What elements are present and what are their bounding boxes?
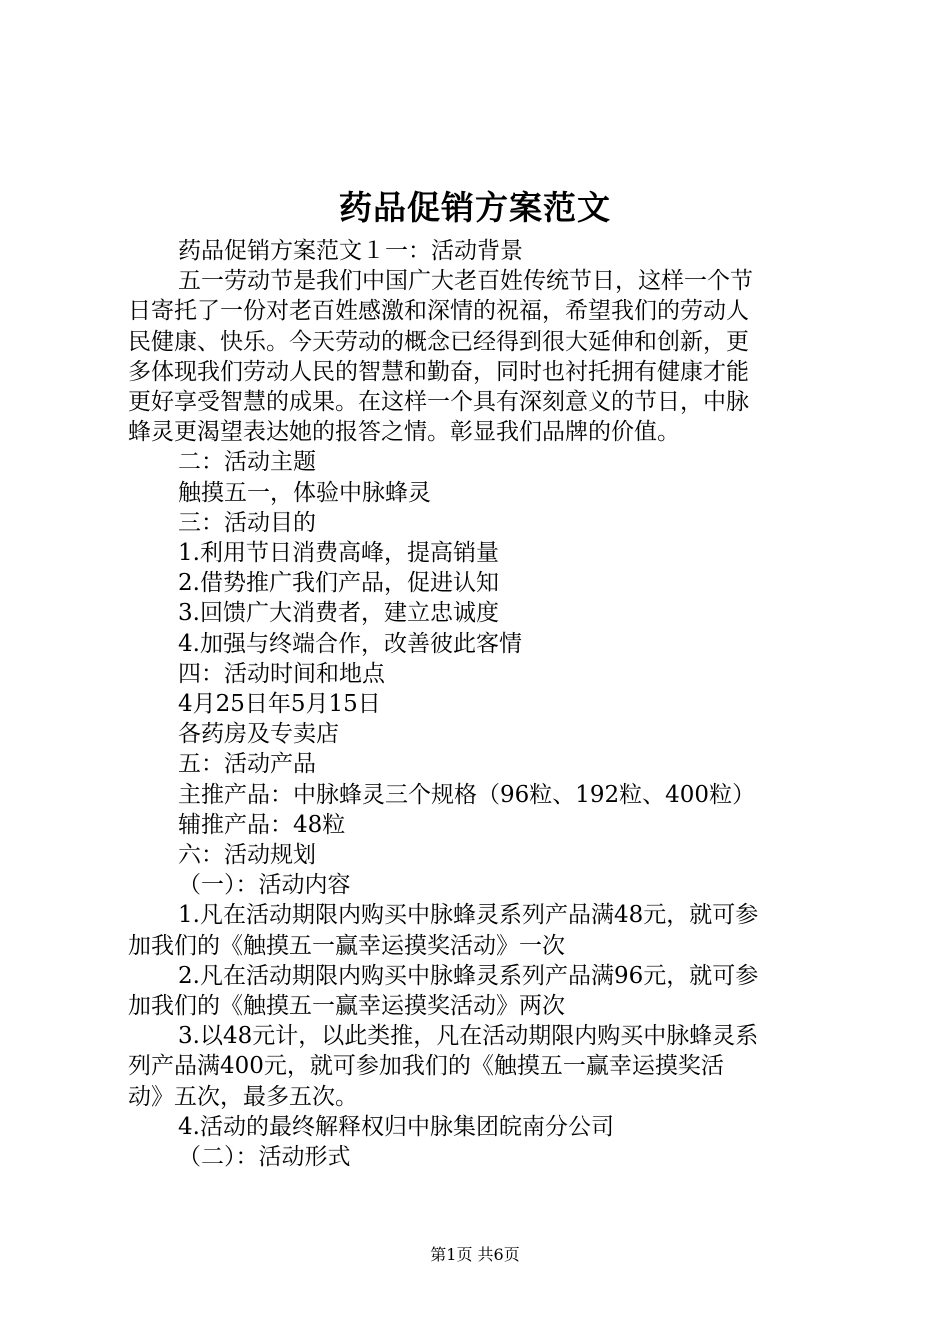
text-line: 1.利用节日消费高峰，提高销量 (178, 540, 499, 567)
text-line: 各药房及专卖店 (178, 721, 339, 748)
page-footer: 第1页 共6页 (430, 1245, 520, 1264)
text-line: 五：活动产品 (178, 751, 316, 778)
text-line: 日寄托了一份对老百姓感激和深情的祝福，希望我们的劳动人 (128, 298, 749, 325)
text-line: 民健康、快乐。今天劳动的概念已经得到很大延伸和创新，更 (128, 328, 749, 355)
text-line: 动》五次，最多五次。 (128, 1083, 358, 1110)
text-line: 加我们的《触摸五一赢幸运摸奖活动》一次 (128, 932, 565, 959)
text-line: 五一劳动节是我们中国广大老百姓传统节日，这样一个节 (178, 268, 753, 295)
text-line: 加我们的《触摸五一赢幸运摸奖活动》两次 (128, 993, 565, 1020)
text-line: 4.加强与终端合作，改善彼此客情 (178, 630, 522, 657)
text-line: 三：活动目的 (178, 509, 316, 536)
text-line: 4月25日年5月15日 (178, 691, 381, 718)
text-line: 更好享受智慧的成果。在这样一个具有深刻意义的节日，中脉 (128, 389, 749, 416)
text-line: 2.借势推广我们产品，促进认知 (178, 570, 499, 597)
document-title: 药品促销方案范文 (339, 188, 611, 227)
text-line: 四：活动时间和地点 (178, 660, 385, 687)
text-line: 3.以48元计，以此类推，凡在活动期限内购买中脉蜂灵系 (178, 1023, 759, 1050)
text-line: （一）：活动内容 (178, 872, 351, 899)
text-line: 3.回馈广大消费者，建立忠诚度 (178, 600, 499, 627)
text-line: 六：活动规划 (178, 842, 316, 869)
text-line: 列产品满400元，就可参加我们的《触摸五一赢幸运摸奖活 (128, 1053, 724, 1080)
text-line: 蜂灵更渴望表达她的报答之情。彰显我们品牌的价值。 (128, 419, 680, 446)
text-line: 辅推产品：48粒 (178, 811, 346, 838)
text-line: （二）：活动形式 (178, 1144, 351, 1171)
text-line: 药品促销方案范文１一：活动背景 (178, 238, 523, 264)
document-body (128, 236, 840, 1172)
text-line: 触摸五一，体验中脉蜂灵 (178, 479, 431, 506)
text-line: 二：活动主题 (178, 449, 316, 476)
text-line: 多体现我们劳动人民的智慧和勤奋，同时也衬托拥有健康才能 (128, 358, 749, 385)
text-line: 2.凡在活动期限内购买中脉蜂灵系列产品满96元，就可参 (178, 962, 759, 989)
text-line: 主推产品：中脉蜂灵三个规格（96粒、192粒、400粒） (178, 781, 756, 808)
text-line: 1.凡在活动期限内购买中脉蜂灵系列产品满48元，就可参 (178, 902, 759, 929)
text-line: 4.活动的最终解释权归中脉集团皖南分公司 (178, 1113, 614, 1140)
